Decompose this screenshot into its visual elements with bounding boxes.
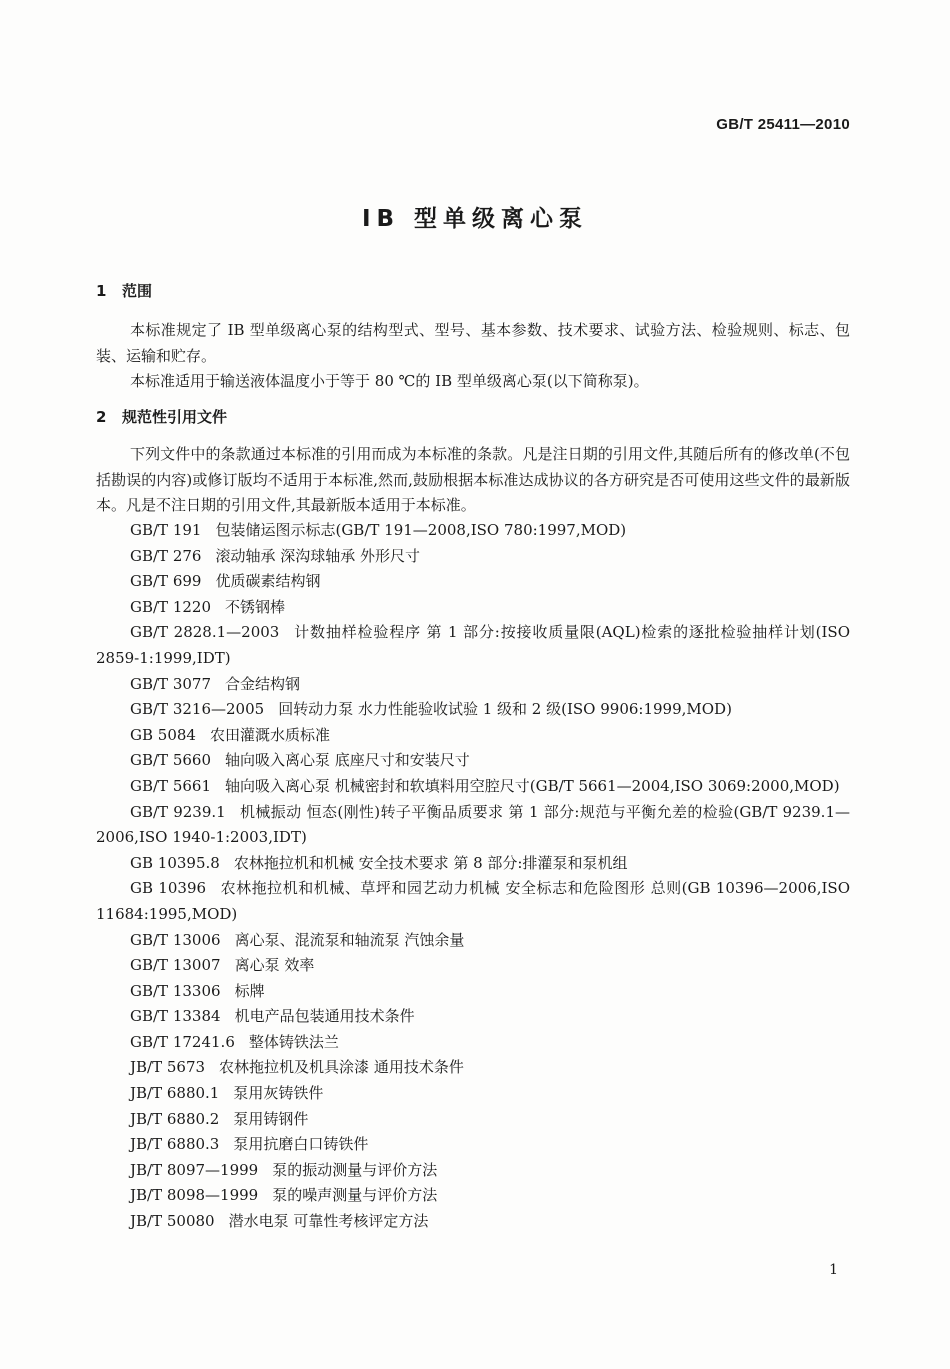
reference-code: GB/T 699 <box>130 572 202 591</box>
reference-title: 泵用抗磨白口铸铁件 <box>233 1135 369 1154</box>
reference-code: JB/T 5673 <box>130 1058 206 1077</box>
reference-code: GB/T 5661 <box>130 776 212 795</box>
reference-title: 农田灌溉水质标准 <box>209 725 330 744</box>
reference-item <box>96 620 850 671</box>
document-title: IB 型单级离心泵 <box>361 206 589 232</box>
reference-item <box>96 876 850 927</box>
reference-title: 机电产品包装通用技术条件 <box>234 1007 415 1026</box>
reference-code: GB/T 191 <box>130 521 202 539</box>
reference-item <box>96 697 850 723</box>
reference-title: 整体铸铁法兰 <box>248 1032 339 1051</box>
section-1-paragraph-2: 本标准适用于输送液体温度小于等于 80 ℃的 IB 型单级离心泵(以下简称泵)。 <box>130 372 649 390</box>
reference-code: GB/T 3077 <box>130 674 212 693</box>
reference-item <box>96 1158 850 1184</box>
page-number: 1 <box>829 1262 838 1278</box>
reference-code: GB 10396 <box>130 879 207 898</box>
section-1-paragraph-1: 本标准规定了 IB 型单级离心泵的结构型式、型号、基本参数、技术要求、试验方法、检验规则、标志、包装、运输和贮存。 <box>96 321 850 365</box>
reference-code: GB/T 13306 <box>130 981 221 1000</box>
reference-code: GB/T 9239.1 <box>130 802 226 821</box>
section-1-number: 1 <box>96 282 107 300</box>
reference-code: JB/T 6880.1 <box>130 1084 220 1103</box>
reference-code: GB/T 5660 <box>130 751 212 770</box>
reference-code: GB/T 13006 <box>130 930 221 949</box>
reference-item <box>96 1004 850 1030</box>
reference-item <box>96 723 850 749</box>
reference-item <box>96 774 850 800</box>
reference-list <box>96 518 850 1235</box>
reference-title: 合金结构钢 <box>225 674 301 693</box>
reference-title: 不锈钢棒 <box>225 597 286 616</box>
reference-item <box>96 1107 850 1133</box>
reference-item <box>96 518 850 544</box>
reference-code: GB/T 17241.6 <box>130 1032 235 1051</box>
reference-title: 泵用铸钢件 <box>233 1109 309 1128</box>
reference-item <box>96 953 850 979</box>
reference-title: 滚动轴承 深沟球轴承 外形尺寸 <box>215 546 421 565</box>
reference-code: GB/T 276 <box>130 546 202 565</box>
reference-item <box>96 1081 850 1107</box>
section-2-heading <box>96 406 227 427</box>
reference-code: JB/T 50080 <box>130 1212 215 1231</box>
reference-item <box>96 595 850 621</box>
reference-code: GB/T 3216—2005 <box>130 700 265 719</box>
reference-item <box>96 1055 850 1081</box>
reference-code: GB/T 13007 <box>130 956 221 975</box>
section-2-number: 2 <box>96 408 107 426</box>
reference-code: JB/T 8098—1999 <box>130 1186 259 1205</box>
reference-item <box>96 748 850 774</box>
reference-title: 农林拖拉机和机械、草坪和园艺动力机械 安全标志和危险图形 总则(GB 10396—2006,ISO 11684:1995,MOD) <box>96 879 850 923</box>
standard-code: GB/T 25411—2010 <box>716 116 850 133</box>
section-2-title: 规范性引用文件 <box>122 408 228 426</box>
reference-title: 轴向吸入离心泵 机械密封和软填料用空腔尺寸(GB/T 5661—2004,ISO 3069:2000,MOD) <box>225 776 840 795</box>
reference-code: GB 10395.8 <box>130 853 220 872</box>
reference-title: 包装储运图示标志(GB/T 191—2008,ISO 780:1997,MOD) <box>215 521 627 539</box>
reference-title: 潜水电泵 可靠性考核评定方法 <box>228 1212 429 1231</box>
reference-title: 泵的噪声测量与评价方法 <box>272 1186 438 1205</box>
reference-item <box>96 928 850 954</box>
reference-title: 轴向吸入离心泵 底座尺寸和安装尺寸 <box>225 751 470 770</box>
reference-item <box>96 1183 850 1209</box>
reference-item <box>96 800 850 851</box>
reference-title: 农林拖拉机和机械 安全技术要求 第 8 部分:排灌泵和泵机组 <box>233 853 628 872</box>
reference-title: 农林拖拉机及机具涂漆 通用技术条件 <box>219 1058 464 1077</box>
reference-item <box>96 544 850 570</box>
reference-code: JB/T 6880.2 <box>130 1109 220 1128</box>
reference-title: 离心泵 效率 <box>234 956 315 975</box>
reference-item <box>96 851 850 877</box>
reference-title: 优质碳素结构钢 <box>215 572 321 591</box>
reference-code: JB/T 8097—1999 <box>130 1160 259 1179</box>
reference-item <box>96 569 850 595</box>
reference-code: GB/T 2828.1—2003 <box>130 623 280 642</box>
reference-title: 回转动力泵 水力性能验收试验 1 级和 2 级(ISO 9906:1999,MOD) <box>278 700 732 719</box>
reference-item <box>96 1030 850 1056</box>
reference-code: GB 5084 <box>130 725 196 744</box>
reference-code: GB/T 1220 <box>130 597 212 616</box>
section-2-intro: 下列文件中的条款通过本标准的引用而成为本标准的条款。凡是注日期的引用文件,其随后所有的修改单(不包括勘误的内容)或修订版均不适用于本标准,然而,鼓励根据本标准达成协议的各方研究是否可使用这些文件的最新版本。凡是不注日期的引用文件,其最新版本适用于本标准。 <box>96 445 850 514</box>
reference-title: 泵的振动测量与评价方法 <box>272 1160 438 1179</box>
reference-item <box>96 1132 850 1158</box>
section-1-title: 范围 <box>122 282 153 300</box>
reference-title: 机械振动 恒态(刚性)转子平衡品质要求 第 1 部分:规范与平衡允差的检验(GB/T 9239.1—2006,ISO 1940-1:2003,IDT) <box>96 802 850 847</box>
reference-code: JB/T 6880.3 <box>130 1135 220 1154</box>
reference-title: 计数抽样检验程序 第 1 部分:按接收质量限(AQL)检索的逐批检验抽样计划(ISO 2859-1:1999,IDT) <box>96 623 850 667</box>
reference-item <box>96 672 850 698</box>
reference-title: 泵用灰铸铁件 <box>233 1084 324 1103</box>
reference-item <box>96 1209 850 1235</box>
reference-item <box>96 979 850 1005</box>
reference-code: GB/T 13384 <box>130 1007 221 1026</box>
section-1-heading <box>96 280 152 301</box>
reference-title: 标牌 <box>234 981 265 1000</box>
reference-title: 离心泵、混流泵和轴流泵 汽蚀余量 <box>234 930 465 949</box>
